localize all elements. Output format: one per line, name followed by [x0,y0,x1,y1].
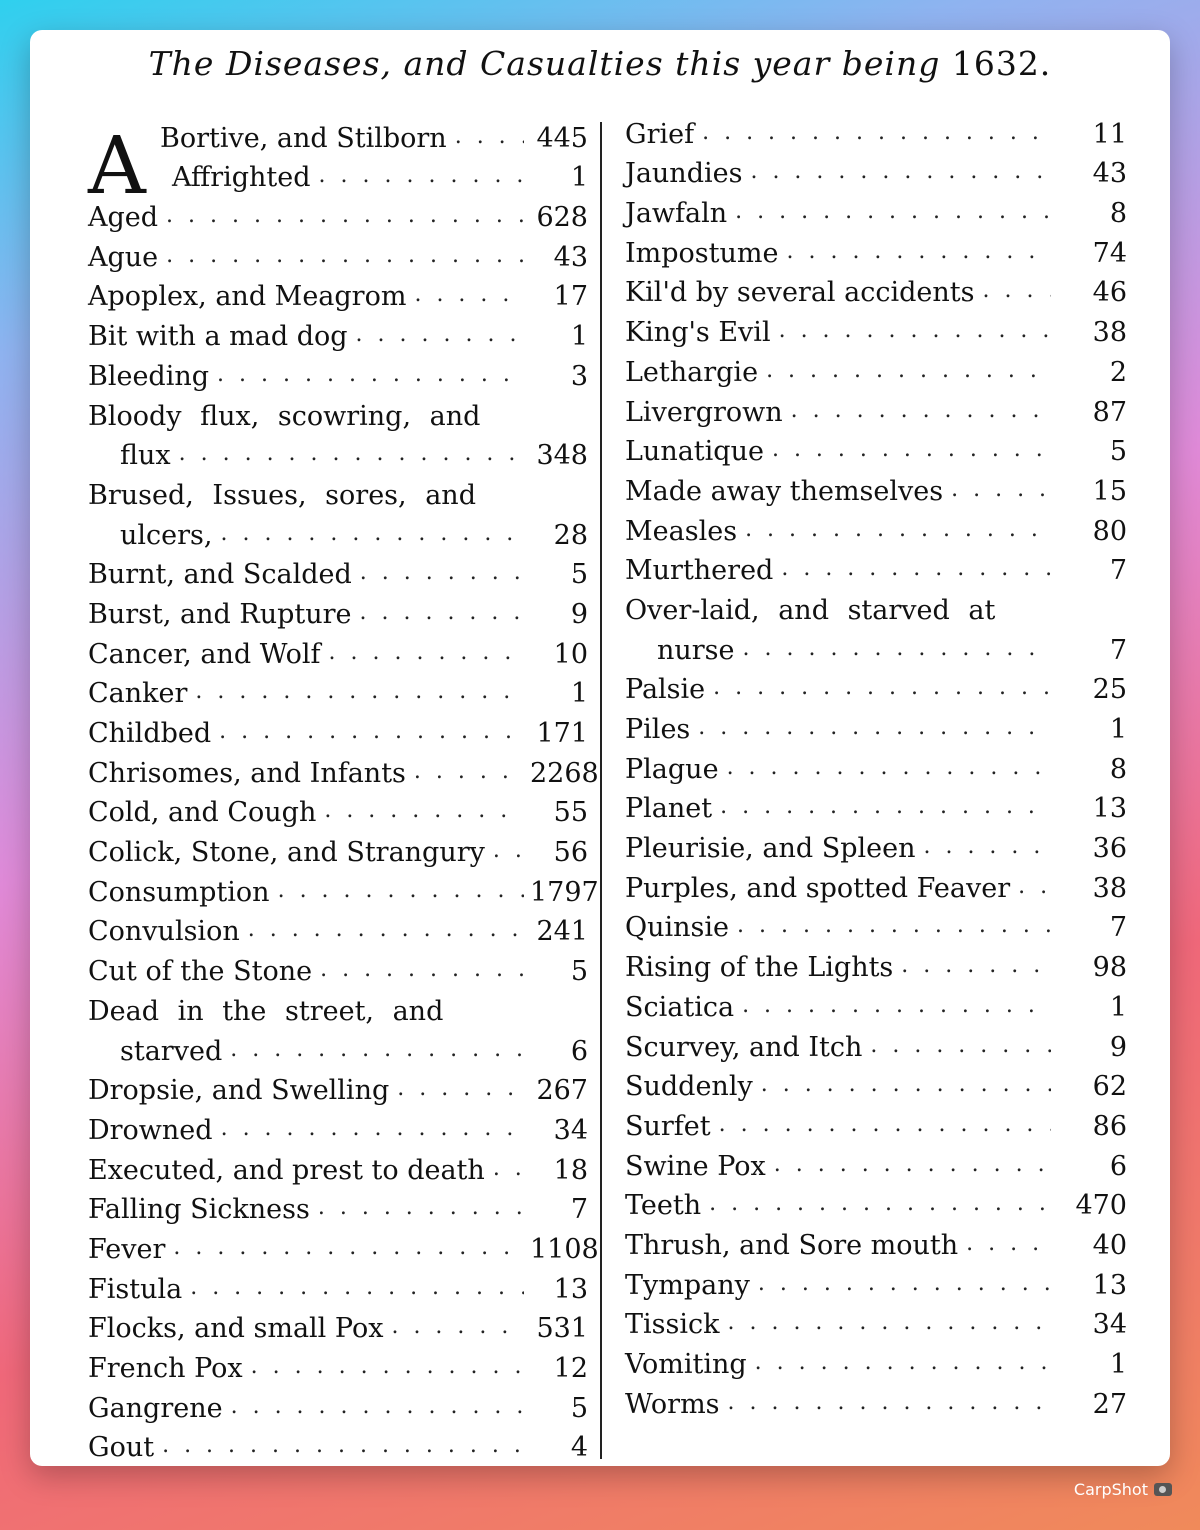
bill-entry-row [625,1061,1127,1101]
bill-entry-row [625,783,1127,823]
bill-entry-row [88,1144,588,1184]
bill-entry-row [88,1223,599,1265]
entry-count: 470 [1075,1190,1127,1222]
leader-dots [329,642,524,664]
leader-dots [779,320,1051,342]
entry-name: Murthered [625,555,774,587]
entry-name: Made away themselves [625,475,944,507]
entry-name: Worms [625,1388,720,1420]
bill-entry-row [88,945,588,988]
bill-entry-row [88,985,588,1025]
entry-count: 87 [1092,396,1127,428]
entry-name: Bleeding [88,360,210,392]
leader-dots [360,562,524,584]
bill-entry-row [88,628,588,668]
bill-entry-row [88,1303,588,1343]
entry-name: Jaundies [625,158,743,190]
bill-entry-row [88,1184,588,1224]
entry-count: 5 [570,1392,588,1424]
title-year: 1632. [951,44,1052,83]
entry-count: 5 [570,559,588,591]
column-divider [600,122,602,1459]
entry-name: Affrighted [172,162,311,194]
bill-entry-row [88,509,588,549]
entry-name: Impostume [625,237,779,269]
leader-dots [231,1396,524,1418]
bill-entry-row [625,148,1127,188]
bill-entry-row [88,826,588,869]
entry-count: 5 [570,956,588,988]
bill-entry-row [625,703,1127,743]
entry-count: 36 [1092,833,1127,865]
bill-entry-row [625,1338,1127,1378]
bill-entry-row [625,822,1127,865]
leader-dots [414,284,524,306]
entry-name: Bit with a mad dog [88,321,348,353]
bill-entry-row [88,787,588,827]
entry-name: Burnt, and Scalded [88,559,352,591]
entry-name: Consumption [88,876,270,908]
entry-count: 74 [1092,237,1127,269]
leader-dots [179,443,524,465]
entry-name: Cold, and Cough [88,797,317,829]
leader-dots [774,1154,1051,1176]
entry-name: Fistula [88,1273,183,1305]
entry-count: 40 [1092,1229,1127,1261]
title-text: The Diseases, and Casualties this year being [148,44,941,83]
entry-name: ulcers, [120,519,213,551]
entry-count: 1 [1109,991,1127,1023]
entry-count: 531 [536,1313,588,1345]
entry-count: 6 [1109,1150,1127,1182]
bill-entry-row [625,902,1127,942]
bill-entry-row [625,1259,1127,1299]
bill-entry-row [625,227,1127,267]
entry-name: Convulsion [88,916,240,948]
document-card [30,30,1170,1466]
leader-dots [951,479,1051,501]
entry-count: 38 [1092,317,1127,349]
entry-count: 1 [1109,714,1127,745]
entry-count: 8 [1109,753,1127,785]
entry-name: Dead in the street, and [88,995,444,1027]
leader-dots [248,919,524,941]
leader-dots [727,1312,1051,1334]
entry-count: 1 [570,678,588,710]
bill-entry-row [88,152,588,192]
leader-dots [966,1233,1051,1255]
leader-dots [318,1197,524,1219]
leader-dots [743,638,1051,660]
bill-entry-row [625,306,1127,349]
leader-dots [870,1035,1051,1057]
bill-entry-row [625,108,1127,148]
bill-entry-row [88,1025,588,1065]
leader-dots [791,400,1051,422]
entry-name: Chrisomes, and Infants [88,757,406,789]
entry-name: Piles [625,714,691,745]
entry-count: 56 [553,837,588,869]
leader-dots [728,1392,1051,1414]
bill-entry-row [625,981,1127,1021]
entry-count: 13 [1092,793,1127,825]
bill-entry-row [625,1180,1127,1220]
entry-name: Burst, and Rupture [88,598,352,630]
entry-name: Fever [88,1233,166,1265]
bill-entry-row [88,310,588,353]
bill-entry-row [88,191,588,234]
leader-dots [702,122,1051,144]
entry-name: Lethargie [625,356,759,388]
entry-name: Tympany [625,1269,750,1301]
bill-entry-row [625,1140,1127,1180]
bill-entry-row [88,1104,588,1144]
entry-name: Ague [88,241,159,273]
entry-count: 171 [536,718,588,749]
entry-count: 62 [1092,1071,1127,1103]
entry-count: 46 [1092,277,1127,309]
entry-name: Drowned [88,1114,213,1146]
entry-name: Palsie [625,674,706,706]
entry-count: 34 [553,1114,588,1146]
entry-name: Tissick [625,1309,720,1341]
entry-name: Bloody flux, scowring, and [88,400,481,432]
page-title [30,44,1170,83]
entry-name: Bortive, and Stilborn [160,122,447,154]
entry-count: 7 [570,1194,588,1226]
bill-entry-row [625,1100,1127,1140]
bill-entry-row [88,350,588,390]
entry-count: 2268 [530,757,599,789]
entry-name: Swine Pox [625,1150,766,1182]
camera-icon [1154,1483,1172,1496]
leader-dots [391,1316,524,1338]
entry-name: Cancer, and Wolf [88,638,321,670]
entry-name: Quinsie [625,912,730,944]
leader-dots [493,840,524,862]
entry-name: Aged [88,202,159,234]
bill-entry-row [625,743,1127,783]
leader-dots [901,955,1051,977]
bill-entry-row [625,1299,1127,1339]
entry-count: 4 [570,1432,588,1464]
entry-count: 38 [1092,872,1127,904]
bill-entry-row [625,346,1127,386]
leader-dots [719,1114,1051,1136]
leader-dots [220,523,524,545]
bill-entry-row [625,505,1127,545]
leader-dots [786,241,1051,263]
entry-count: 1 [570,162,588,194]
entry-count: 7 [1109,634,1127,666]
bill-entry-row [88,1342,588,1382]
leader-dots [745,519,1051,541]
bill-entry-row [88,1422,588,1462]
entry-name: flux [120,440,171,472]
entry-count: 1 [1109,1349,1127,1380]
entry-count: 27 [1092,1388,1127,1420]
leader-dots [324,800,524,822]
leader-dots [230,1039,524,1061]
entry-count: 348 [536,440,588,472]
bill-entry-row [88,1263,588,1303]
entry-count: 86 [1092,1110,1127,1142]
bill-entry-row [88,549,588,589]
entry-count: 15 [1092,475,1127,507]
entry-name: Thrush, and Sore mouth [625,1229,959,1261]
leader-dots [195,681,524,703]
entry-count: 2 [1109,356,1127,388]
leader-dots [781,558,1051,580]
leader-dots [735,201,1051,223]
entry-name: Over-laid, and starved at [625,594,996,626]
bill-entry-row [88,747,599,789]
leader-dots [356,324,524,346]
bill-entry-row [625,267,1127,307]
entry-count: 1797 [530,876,599,908]
entry-count: 445 [536,122,588,154]
leader-dots [251,1356,524,1378]
entry-name: Livergrown [625,396,783,428]
entry-count: 1108 [530,1233,599,1265]
entry-count: 43 [553,241,588,273]
entry-name: Pleurisie, and Spleen [625,833,916,865]
bill-entry-row [88,390,588,430]
leader-dots [1018,876,1051,898]
entry-name: Vomiting [625,1349,747,1380]
entry-count: 8 [1109,198,1127,230]
entry-count: 7 [1109,555,1127,587]
entry-count: 13 [553,1273,588,1305]
entry-name: Teeth [625,1190,702,1222]
bill-entry-row [88,271,588,311]
entry-count: 9 [1109,1031,1127,1063]
bill-entry-row [88,469,588,509]
entry-name: Apoplex, and Meagrom [88,281,407,313]
leader-dots [698,717,1051,739]
leader-dots [772,439,1051,461]
leader-dots [320,959,524,981]
entry-name: Gangrene [88,1392,223,1424]
leader-dots [397,1078,524,1100]
entry-name: Measles [625,515,738,547]
leader-dots [173,1237,524,1259]
bill-entry-row [625,426,1127,466]
leader-dots [761,1074,1051,1096]
leader-dots [166,205,524,227]
entry-name: Surfet [625,1110,711,1142]
entry-count: 7 [1109,912,1127,944]
leader-dots [190,1277,524,1299]
entry-name: Gout [88,1432,155,1464]
entry-name: Executed, and prest to death [88,1154,485,1186]
entry-count: 80 [1092,515,1127,547]
entry-name: Jawfaln [625,198,728,230]
bill-entry-row [88,668,588,708]
bill-entry-row [625,465,1127,505]
entry-count: 12 [553,1353,588,1384]
leader-dots [219,721,524,743]
leader-dots [713,677,1051,699]
entry-name: Planet [625,793,713,825]
leader-dots [720,796,1051,818]
entry-count: 34 [1092,1309,1127,1341]
leader-dots [319,165,524,187]
entry-name: Canker [88,678,188,710]
bill-entry-row [88,112,588,152]
leader-dots [737,915,1051,937]
entry-name: Colick, Stone, and Strangury [88,837,485,869]
bill-entry-row [88,231,588,271]
entry-count: 628 [536,202,588,234]
entry-name: King's Evil [625,317,771,349]
leader-dots [742,995,1051,1017]
entry-count: 1 [570,321,588,353]
entry-count: 267 [536,1075,588,1107]
entry-count: 6 [570,1035,588,1067]
entry-count: 55 [553,797,588,829]
leader-dots [758,1273,1051,1295]
entry-name: Childbed [88,718,212,749]
bill-entry-row [625,862,1127,902]
leader-dots [750,161,1051,183]
entry-name: Sciatica [625,991,735,1023]
leader-dots [923,836,1051,858]
entry-name: Falling Sickness [88,1194,310,1226]
leader-dots [709,1193,1051,1215]
leader-dots [455,126,524,148]
leader-dots [221,1118,524,1140]
left-column [88,112,599,1464]
entry-name: Grief [625,118,695,150]
leader-dots [166,245,524,267]
entry-count: 5 [1109,436,1127,468]
leader-dots [727,757,1051,779]
entry-count: 98 [1092,952,1127,984]
bill-entry-row [625,386,1127,426]
entry-name: Suddenly [625,1071,753,1103]
watermark-text: CarpShot [1073,1480,1148,1499]
entry-count: 17 [553,281,588,313]
entry-count: 18 [553,1154,588,1186]
leader-dots [982,280,1051,302]
entry-count: 3 [570,360,588,392]
leader-dots [493,1158,524,1180]
entry-count: 28 [553,519,588,551]
bill-entry-row [625,941,1127,984]
bill-entry-row [625,1021,1127,1061]
entry-count: 13 [1092,1269,1127,1301]
bill-entry-row [88,906,588,946]
watermark [1074,1480,1172,1499]
leader-dots [278,880,524,902]
leader-dots [766,360,1051,382]
entry-count: 9 [570,598,588,630]
entry-name: French Pox [88,1353,243,1384]
entry-name: Brused, Issues, sores, and [88,479,476,511]
entry-name: Cut of the Stone [88,956,313,988]
bill-entry-row [88,588,588,628]
bill-entry-row [88,430,588,470]
bill-entry-row [625,1378,1127,1418]
entry-name: Plague [625,753,719,785]
entry-name: Kil'd by several accidents [625,277,975,309]
entry-name: starved [120,1035,223,1067]
bill-entry-row [625,1219,1127,1259]
entry-name: Scurvey, and Itch [625,1031,863,1063]
right-column [625,108,1127,1418]
bill-entry-row [625,187,1127,230]
entry-name: nurse [657,634,735,666]
entry-count: 241 [536,916,588,948]
leader-dots [217,364,524,386]
bill-entry-row [625,624,1127,664]
bill-entry-row [625,545,1127,585]
drop-cap: A [88,119,146,212]
entry-name: Purples, and spotted Feaver [625,872,1011,904]
bill-entry-row [88,866,599,908]
entry-count: 25 [1092,674,1127,706]
entry-count: 43 [1092,158,1127,190]
leader-dots [360,602,525,624]
bill-entry-row [88,1382,588,1422]
bill-entry-row [625,584,1127,624]
bill-entry-row [88,707,588,747]
entry-name: Dropsie, and Swelling [88,1075,390,1107]
leader-dots [162,1435,524,1457]
entry-name: Lunatique [625,436,764,468]
entry-name: Rising of the Lights [625,952,894,984]
leader-dots [414,761,524,783]
leader-dots [755,1352,1051,1374]
bill-entry-row [625,664,1127,704]
entry-name: Flocks, and small Pox [88,1313,384,1345]
bill-entry-row [88,1065,588,1105]
entry-count: 11 [1092,118,1127,150]
entry-count: 10 [553,638,588,670]
